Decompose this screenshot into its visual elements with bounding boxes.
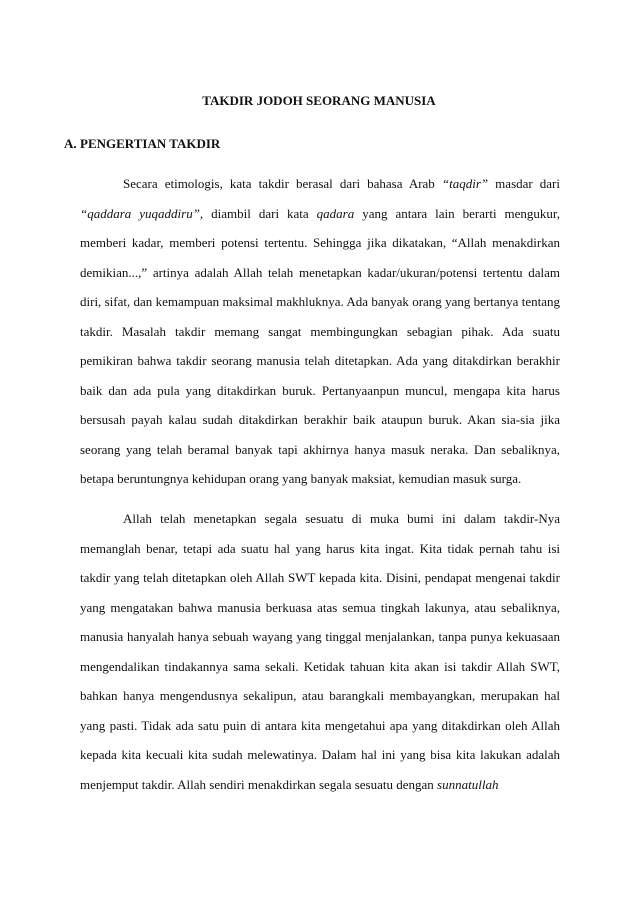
paragraph-1: [80, 169, 560, 494]
paragraph-2-text-1: Allah telah menetapkan segala sesuatu di muka bumi ini dalam takdir-Nya memanglah benar, tetapi ada suatu hal yang harus kita ingat. Kita tidak pernah tahu isi takdir yang telah ditetapkan oleh Allah SWT kepada kita. Disini, pendapat mengenai takdir yang mengatakan bahwa manusia berkuasa atas semua tingkah lakunya, atau sebaliknya, manusia hanyalah hanya sebuah wayang yang tinggal menjalankan, tanpa punya kekuasaan mengendalikan tindakannya sama sekali. Ketidak tahuan kita akan isi takdir Allah SWT, bahkan hanya mengendusnya sekalipun, atau barangkali membayangkan, merupakan hal yang pasti. Tidak ada satu puin di antara kita mengetahui apa yang ditakdirkan oleh Allah kepada kita kecuali kita sudah melewatinya. Dalam hal ini yang bisa kita lakukan adalah menjemput takdir. Allah sendiri menakdirkan segala sesuatu dengan: [80, 511, 560, 792]
paragraph-1-term-qaddara: “qaddara yuqaddiru”,: [80, 205, 204, 221]
section-heading: [64, 136, 220, 152]
paragraph-1-text-1: Secara etimologis, kata takdir berasal dari bahasa Arab: [123, 176, 442, 191]
section-heading-text: PENGERTIAN TAKDIR: [80, 136, 221, 151]
paragraph-1-term-qadara: qadara: [316, 205, 355, 221]
paragraph-1-text-3: diambil dari kata: [203, 205, 317, 221]
section-number: A.: [64, 136, 77, 151]
paragraph-1-text-2: masdar dari: [488, 176, 560, 191]
paragraph-2-term-sunnatullah: sunnatullah: [437, 776, 499, 792]
document-title: TAKDIR JODOH SEORANG MANUSIA: [202, 93, 436, 108]
paragraph-1-term-taqdir: “taqdir”: [441, 176, 489, 191]
paragraph-1-text-4: yang antara lain berarti mengukur, memberi kadar, memberi potensi tertentu. Sehingga jika dikatakan, “Allah menakdirkan demikian...,” artinya adalah Allah telah menetapkan kadar/ukuran/potensi tertentu dalam diri, sifat, dan kemampuan maksimal makhluknya. Ada banyak orang yang bertanya tentang takdir. Masalah takdir memang sangat membingungkan sebagian pihak. Ada suatu pemikiran bahwa takdir seorang manusia telah ditetapkan. Ada yang ditakdirkan berakhir baik dan ada pula yang ditakdirkan buruk. Pertanyaanpun muncul, mengapa kita harus bersusah payah kalau sudah ditakdirkan berakhir baik ataupun buruk. Akan sia-sia jika seorang yang telah beramal banyak tapi akhirnya hanya masuk neraka. Dan sebaliknya, betapa beruntungnya kehidupan orang yang banyak maksiat, kemudian masuk surga.: [80, 205, 560, 486]
paragraph-2: [80, 504, 560, 799]
